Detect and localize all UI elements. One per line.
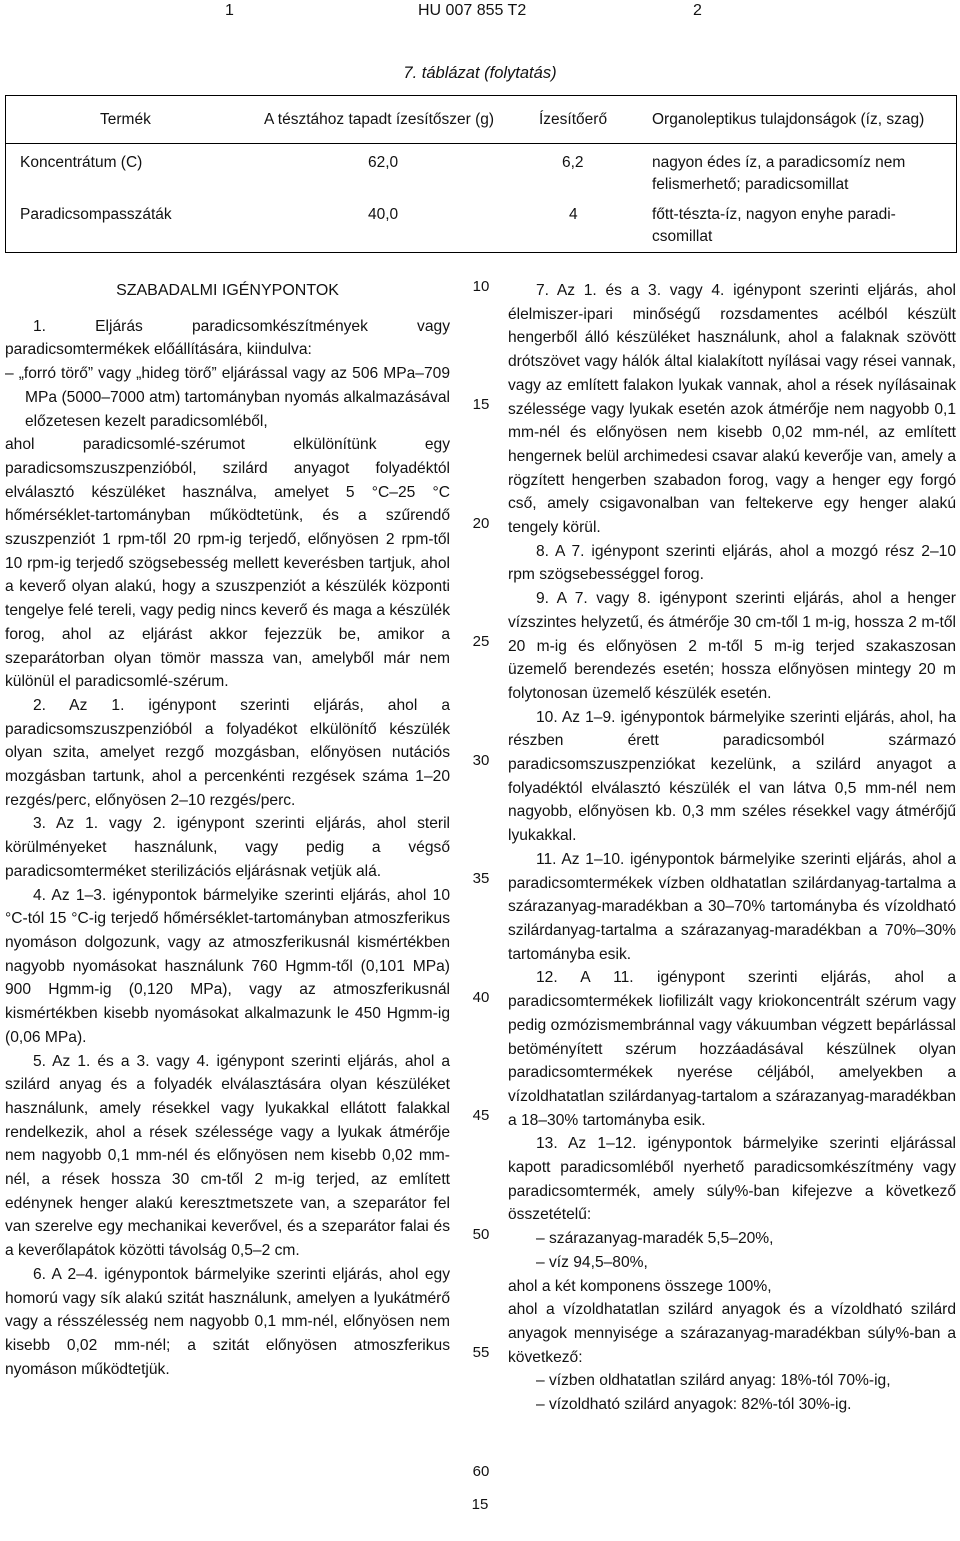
row-2-organoleptic-line1: főtt-tészta-íz, nagyon enyhe paradi- [652,206,896,223]
column-header-termek: Termék [100,111,151,128]
line-number: 35 [472,870,490,887]
line-number: 45 [472,1107,490,1124]
claim-13-sum: ahol a két komponens összege 100%, [508,1277,772,1295]
data-table [5,95,957,253]
claim-11: 11. Az 1–10. igénypontok bármelyike szerinti eljárás, ahol a paradicsomtermékek vízben oldhatatlan szilárdanyag-tartalma a szárazanyag-maradékban a 30–70% tartományba és vízoldható szilárdanyag-tartalma a szárazanyag-maradékban a 70%–30% tartományba esik. [508,850,956,963]
left-column [5,279,450,1381]
line-number: 50 [472,1226,490,1243]
claim-13-dash-3: – vízben oldhatatlan szilárd anyag: 18%-tól 70%-ig, [536,1372,891,1390]
claim-13-dash-2: – víz 94,5–80%, [536,1253,648,1271]
claim-12: 12. A 11. igénypont szerinti eljárás, ahol a paradicsomtermékek liofilizált vagy kriokoncentrált szérum vagy pedig ozmózismembránnal vagy vákuumban végzett bepárlással betöményített szérum hozzáadásával készülnek olyan paradicsomtermékek nyerése céljából, amelyekben a vízoldhatatlan szilárdanyag-tartalom a szárazanyag-maradékban a 18–30% tartományba esik. [508,969,956,1129]
row-1-strength: 6,2 [562,154,584,171]
row-2-strength: 4 [569,206,578,223]
row-2-organoleptic-line2: csomillat [652,228,713,245]
claim-13-dash-4: – vízoldható szilárd anyagok: 82%-tól 30%-ig. [536,1396,852,1414]
patent-number: HU 007 855 T2 [418,2,527,19]
page-header [0,0,960,30]
row-1-grams: 62,0 [368,154,399,171]
right-column [508,279,956,1417]
row-1-product: Koncentrátum (C) [20,154,143,171]
line-number: 30 [472,752,490,769]
claim-2: 2. Az 1. igénypont szerinti eljárás, ahol a paradicsomszuszpenzióból a folyadékot elkülönítő készülék olyan szita, amelyet rezgő mozgásban, előnyösen nutációs mozgásban tartunk, ahol a percenkénti rezgések száma 1–20 rezgés/perc, előnyösen 2–10 rezgés/perc. [5,696,450,809]
claim-13-composition: ahol a vízoldhatatlan szilárd anyagok és a vízoldható szilárd anyagok mennyisége a szárazanyag-maradékban súly%-ban a következő: [508,1301,956,1366]
line-number: 10 [472,278,490,295]
column-header-strength: Ízesítőerő [539,111,608,128]
line-number: 55 [472,1344,490,1361]
row-2-grams: 40,0 [368,206,399,223]
row-2-product: Paradicsompasszáták [20,206,172,223]
claim-1-continued: ahol paradicsomlé-szérumot elkülönítünk egy paradicsomszuszpenzióból, szilárd anyagot folyadéktól elválasztó készüléket használva, amelyet 5 °C–25 °C hőmérséklet-tartományban működtetünk, és a szűrendő szuszpenziót 1 rpm-től 20 rpm-ig terjedő, előnyösen 2 rpm-től 10 rpm-ig terjedő szögsebesség mellett keverésben tartjuk, ahol a keverő olyan alakú, hogy a szuszpenziót a készülék központi tengelye felé tereli, vagy pedig nincs keverő és maga a készülék forog, ahol az eljárást akkor fejezzük be, amikor a szeparátorban olyan tömör massza van, amelyből már nem különül el paradicsomlé-szérum. [5,436,450,691]
claim-1: 1. Eljárás paradicsomkészítmények vagy paradicsomtermékek előállítására, kiindulva: [5,317,450,359]
claim-8: 8. A 7. igénypont szerinti eljárás, ahol a mozgó rész 2–10 rpm szögsebességgel forog. [508,542,956,584]
claim-4: 4. Az 1–3. igénypontok bármelyike szerinti eljárás, ahol 10 °C-tól 15 °C-ig terjedő hőmérséklet-tartományban atmoszferikus nyomáson dolgozunk, vagy az atmoszferikusnál kismértékben nagyobb nyomásokat használunk 760 Hgmm-től (0,101 MPa) 900 Hgmm-ig (0,120 MPa), vagy az atmoszferikusnál kismértékben kisebb nyomásokat alkalmazunk le 450 Hgmm-ig (0,06 MPa). [5,886,450,1046]
page-number: 15 [471,1496,489,1513]
claim-1-dash-item: – „forró törő” vagy „hideg törő” eljárással vagy az 506 MPa–709 MPa (5000–7000 atm) tartományban nyomás alkalmazásával előzetesen kezelt paradicsomléből, [5,365,450,430]
claim-7: 7. Az 1. és a 3. vagy 4. igénypont szerinti eljárás, ahol élelmiszer-ipari minőségű rozsdamentes acélból készült hengerből álló készüléket használunk, ahol a falaknak szövött drótszövet vagy hálók által kialakított nyílásai vagy rései vannak, vagy az említett falakon lyukak vannak, ahol a rések nyílásainak szélessége vagy lyukak esetén azok átmérője nem nagyobb 0,1 mm-nél és előnyösen nem kisebb 0,02 mm-nél, az említett hengernek belül archimedesi csavar alakú keverője van, amely a rögzített hengerben szabadon forog, vagy a henger egy forgó cső, amely csigavonalban van feltekerve egy henger alakú tengely körül. [508,282,956,537]
claim-13: 13. Az 1–12. igénypontok bármelyike szerinti eljárással kapott paradicsomléből nyerhető paradicsomkészítmény vagy paradicsomtermék, amely súly%-ban kifejezve a következő összetételű: [508,1135,956,1224]
line-number: 25 [472,633,490,650]
right-page-number: 2 [693,2,702,19]
line-number: 60 [472,1463,490,1480]
header-divider [6,143,956,144]
claim-10: 10. Az 1–9. igénypontok bármelyike szerinti eljárás, ahol, ha részben érett paradicsomból származó paradicsomszuszpenziókat kezelünk, a szilárd anyagot a folyadéktól elválasztó készülék el van látva 0,5 mm-nél nem nagyobb, előnyösen kb. 0,3 mm széles résekkel vagy átmérőjű lyukakkal. [508,708,956,845]
claim-6: 6. A 2–4. igénypontok bármelyike szerinti eljárás, ahol egy homorú vagy sík alakú szitát használunk, amelyen a lyukátmérő vagy a résszélesség nem nagyobb 0,1 mm-nél, előnyösen nem kisebb 0,02 mm-nél; a szitát előnyösen atmoszferikus nyomáson működtetjük. [5,1265,450,1378]
left-page-number: 1 [225,2,234,19]
table-caption: 7. táblázat (folytatás) [403,64,557,82]
claim-5: 5. Az 1. és a 3. vagy 4. igénypont szerinti eljárás, ahol a szilárd anyag és a folyadék elválasztására olyan készüléket használunk, amely résekkel vagy lyukakkal ellátott falakkal rendelkezik, ahol a rések szélessége vagy a lyukak átmérője nem nagyobb 0,1 mm-nél és előnyösen nem kisebb 0,02 mm-nél, a rések hossza 30 cm-től 2 m-ig terjed, az említett edénynek henger alakú keresztmetszete van, a szeparátor fel van szerelve egy mechanikai keverővel, és a szeparátor falai és a keverőlapátok közötti távolság 0,5–2 cm. [5,1052,450,1260]
claims-heading: SZABADALMI IGÉNYPONTOK [116,282,339,299]
column-header-organoleptic: Organoleptikus tulajdonságok (íz, szag) [652,111,925,128]
claim-13-dash-1: – szárazanyag-maradék 5,5–20%, [536,1230,774,1248]
row-1-organoleptic-line2: felismerhető; paradicsomillat [652,176,849,193]
column-header-grams: A tésztához tapadt ízesítőszer (g) [264,111,495,128]
row-1-organoleptic-line1: nagyon édes íz, a paradicsomíz nem [652,154,906,171]
line-number: 20 [472,515,490,532]
line-number: 15 [472,396,490,413]
claim-3: 3. Az 1. vagy 2. igénypont szerinti eljárás, ahol steril körülményeket használunk, vagy pedig a végső paradicsomterméket sterilizációs eljárásnak vetjük alá. [5,815,450,880]
claim-9: 9. A 7. vagy 8. igénypont szerinti eljárás, ahol a henger vízszintes helyzetű, és átmérője 30 cm-től 1 m-ig, hossza 2 m-től 20 m-ig és előnyösen 2 m-től 5 m-ig terjed szakaszosan üzemelő berendezés esetén; hossza előnyösen mintegy 20 m folytonosan üzemelő készülék esetén. [508,590,956,702]
line-number: 40 [472,989,490,1006]
